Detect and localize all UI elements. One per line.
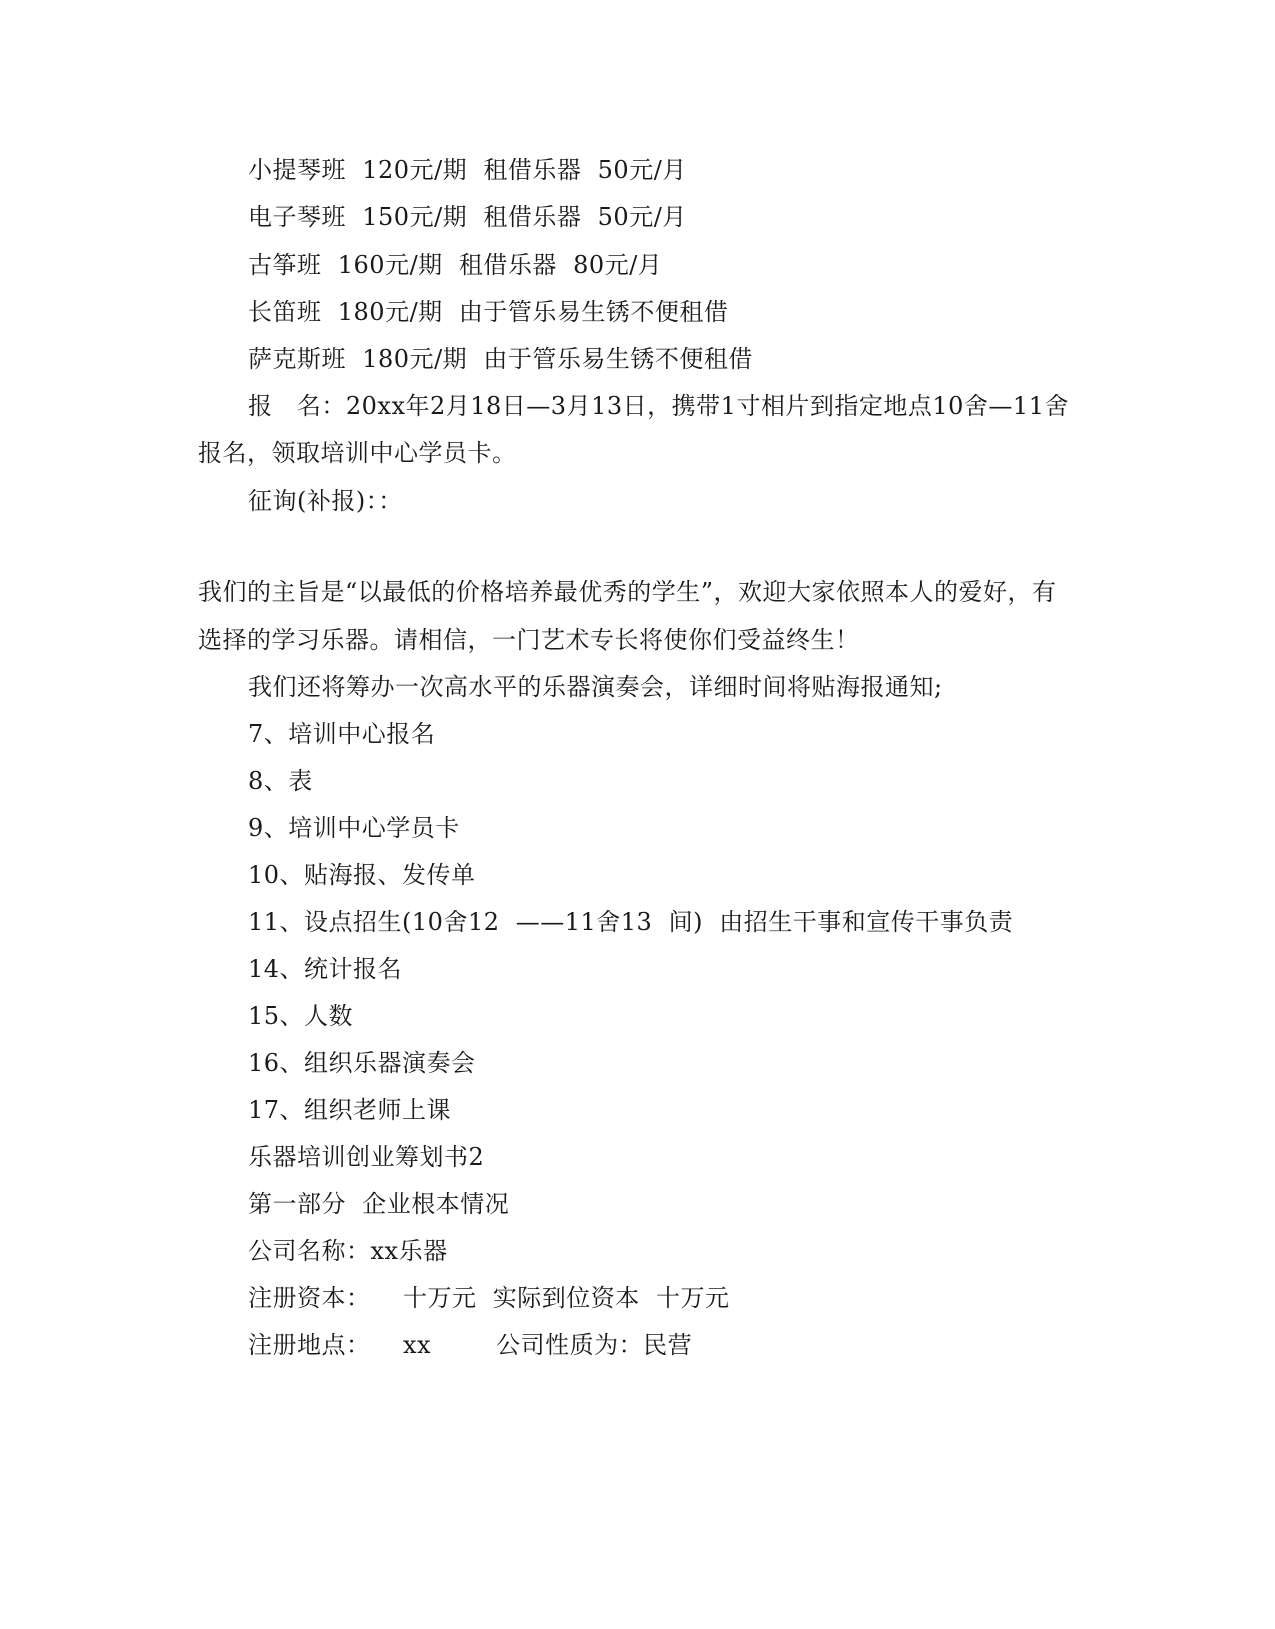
section-title: 乐器培训创业筹划书2 [248,1143,485,1171]
part-heading: 第一部分 企业根本情况 [248,1190,510,1218]
text-line-flute-class: 长笛班 180元/期 由于管乐易生锈不便租借 [248,298,729,326]
text-line-mission-cont: 选择的学习乐器。请相信，一门艺术专长将使你们受益终生！ [198,626,860,654]
text-line-concert: 我们还将筹办一次高水平的乐器演奏会，详细时间将贴海报通知; [248,673,943,701]
text-line-registered-location: 注册地点： xx 公司性质为：民营 [248,1331,693,1359]
list-item-11: 11、设点招生(10舍12 ——11舍13 间) 由招生干事和宣传干事负责 [248,908,1014,936]
list-item-9: 9、培训中心学员卡 [248,814,460,842]
text-line-inquiry: 征询(补报)：： [248,487,403,515]
text-line-registered-capital: 注册资本： 十万元 实际到位资本 十万元 [248,1284,730,1312]
text-line-mission: 我们的主旨是“以最低的价格培养最优秀的学生”，欢迎大家依照本人的爱好，有 [198,578,1057,606]
list-item-17: 17、组织老师上课 [248,1096,452,1124]
text-line-registration: 报 名：20xx年2月18日—3月13日，携带1寸相片到指定地点10舍—11舍 [248,392,1069,420]
text-line-violin-class: 小提琴班 120元/期 租借乐器 50元/月 [248,156,687,184]
list-item-15: 15、人数 [248,1002,354,1030]
list-item-8: 8、表 [248,767,313,795]
text-line-company-name: 公司名称：xx乐器 [248,1237,448,1265]
list-item-14: 14、统计报名 [248,955,403,983]
list-item-10: 10、贴海报、发传单 [248,861,476,889]
text-line-guzheng-class: 古筝班 160元/期 租借乐器 80元/月 [248,251,663,279]
text-line-saxophone-class: 萨克斯班 180元/期 由于管乐易生锈不便租借 [248,345,753,373]
text-line-keyboard-class: 电子琴班 150元/期 租借乐器 50元/月 [248,203,687,231]
list-item-16: 16、组织乐器演奏会 [248,1049,476,1077]
text-line-registration-cont: 报名，领取培训中心学员卡。 [198,439,517,467]
list-item-7: 7、培训中心报名 [248,720,436,748]
